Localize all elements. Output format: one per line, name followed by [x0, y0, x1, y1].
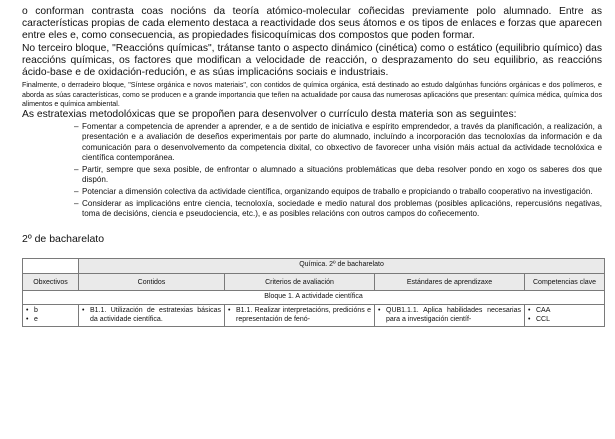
competence-item: • CCL [528, 316, 601, 325]
cell-contidos [79, 305, 225, 327]
header-competencias: Competencias clave [525, 274, 605, 291]
header-criterios: Criterios de avaliación [225, 274, 375, 291]
header-contidos: Contidos [79, 274, 225, 291]
list-item: – Considerar as implicacións entre ciencia, tecnoloxía, sociedade e medio natural dos problemas (posibles aplicacións, repercusións negativas, toma de decisións, ciencia e pseudociencia, etc.), e as posibles relacións con outros campos do coñecemento. [74, 198, 602, 219]
curriculum-table [22, 258, 605, 327]
bullet-dash: – [74, 122, 79, 132]
list-item: – Fomentar a competencia de aprender a aprender, e a de sentido de iniciativa e espírito emprendedor, a través da planificación, a realización, a presentación e a avaliación de deseños experimentais por parte do alumnado, incluíndo a incorporación das tecnoloxías da información e da comunicación para o desenvolvemento da competencia dixital, co obxectivo de favorecer unha visión máis actual da actividade tecnolóxica e científica contemporánea. [74, 122, 602, 162]
header-obxectivos: Obxectivos [23, 274, 79, 291]
section-heading: 2º de bacharelato [22, 233, 105, 246]
list-item: – Potenciar a dimensión colectiva da actividade científica, organizando equipos de traballo e propiciando o traballo cooperativo na investigación. [74, 186, 593, 196]
document-page [22, 6, 602, 327]
paragraph-third-block: No terceiro bloque, "Reaccións químicas", trátanse tanto o aspecto dinámico (cinética) como o estático (equilibrio químico) das reaccións químicas, os factores que modifican a velocidade de reacción, o desprazamento do seu equilibrio, as reaccións ácido-base e de oxidación-redución, e as súas implicacións sociais e industriais. [22, 42, 602, 79]
bullet-dash: – [74, 164, 79, 174]
content-item: • B1.1. Utilización de estratexias básicas da actividade científica. [82, 307, 221, 324]
paragraph-methodology: As estratexias metodolóxicas que se propoñen para desenvolver o currículo desta materia son as seguintes: [22, 109, 517, 121]
objective-item: • e [26, 316, 75, 325]
paragraph-final-block: Finalmente, o derradeiro bloque, "Síntese orgánica e novos materiais", con contidos de química orgánica, está destinado ao estudo dalgúnhas funcións orgánicas e dos polímeros, e aborda as súas características, como se producen e a grande importancia que teñen na actualidade por causa das numerosas aplicacións que presentan: química médica, química dos alimentos e química ambiental. [22, 81, 602, 108]
table-corner [23, 259, 79, 274]
table-row [23, 305, 605, 327]
bullet-dash: – [74, 186, 79, 196]
competence-item: • CAA [528, 307, 601, 316]
table-title: Química. 2º de bacharelato [79, 259, 605, 274]
standard-item: • QUB1.1.1. Aplica habilidades necesarias para a investigación científ- [378, 307, 521, 324]
methodology-list [22, 122, 602, 219]
objective-item: • b [26, 307, 75, 316]
bullet-dash: – [74, 198, 79, 208]
cell-competencias [525, 305, 605, 327]
block-title: Bloque 1. A actividade científica [23, 291, 605, 305]
cell-estandares [375, 305, 525, 327]
header-estandares: Estándares de aprendizaxe [375, 274, 525, 291]
cell-obxectivos [23, 305, 79, 327]
criterion-item: • B1.1. Realizar interpretacións, predicións e representación de fenó- [228, 307, 371, 324]
cell-criterios [225, 305, 375, 327]
paragraph-intro: o conforman contrasta coas nocións da teoría atómico-molecular coñecidas previamente polo alumnado. Entre as características propias de cada elemento destaca a reactividade dos seus átomos e os tipos de enlaces e forzas que aparecen entre eles e, como consecuencia, as propiedades fisicoquímicas dos compostos que poden formar. [22, 6, 602, 42]
list-item: – Partir, sempre que sexa posible, de enfrontar o alumnado a situacións problemáticas que deba resolver pondo en xogo os saberes dos que dispón. [74, 164, 602, 184]
